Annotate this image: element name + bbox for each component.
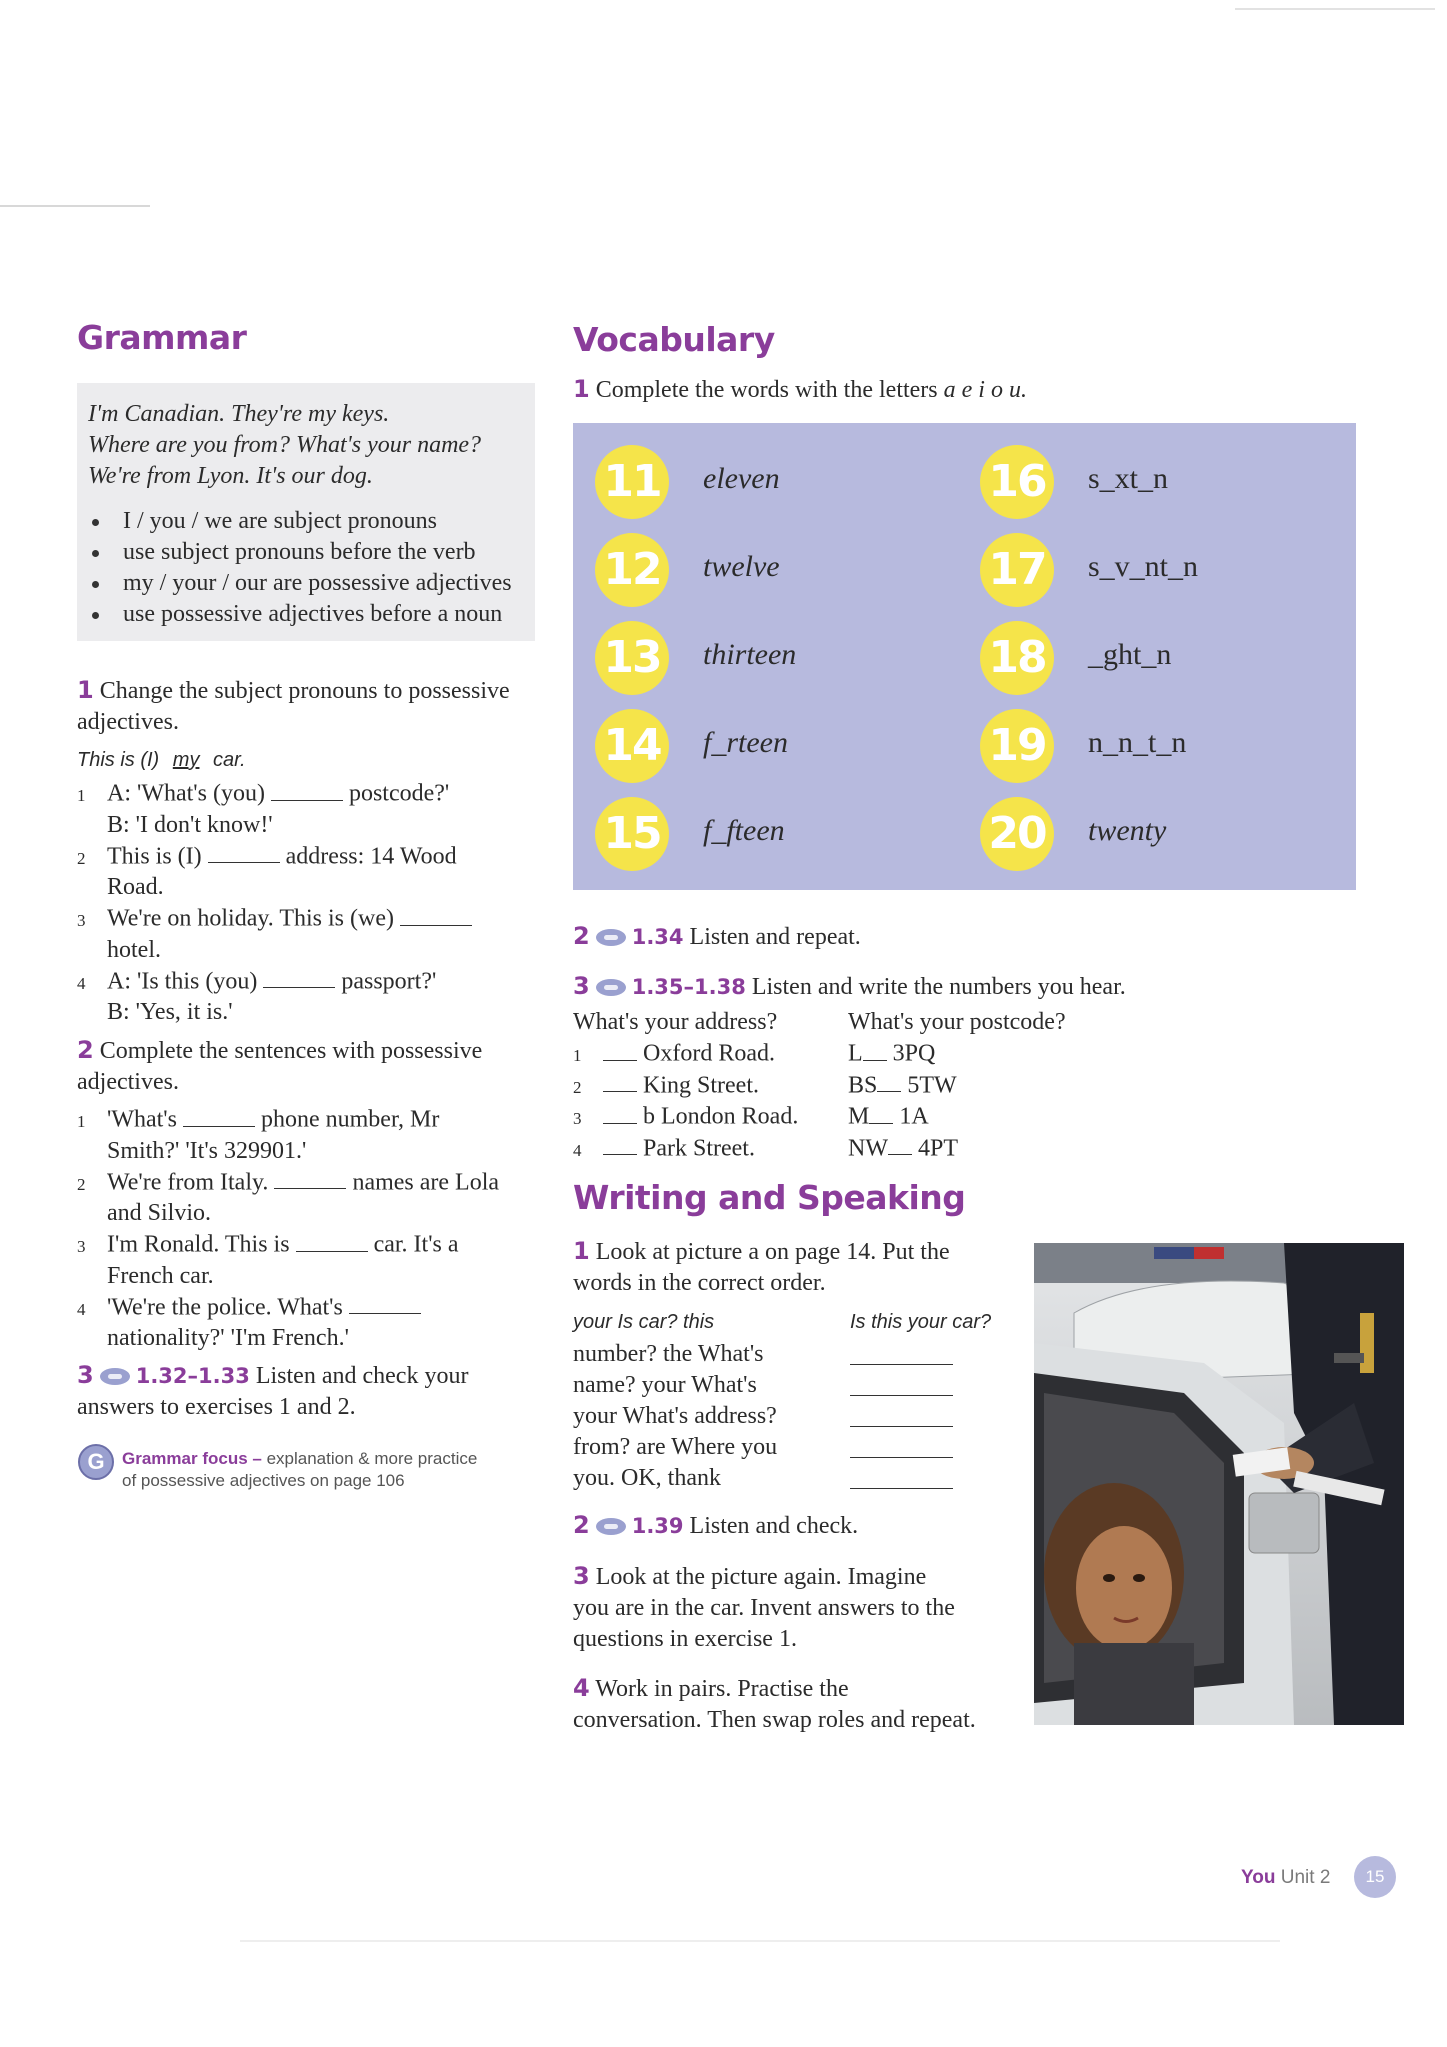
number-word: f_rteen	[703, 726, 788, 759]
number-word: s_v_nt_n	[1088, 550, 1199, 583]
postcode-part: BS	[848, 1072, 878, 1099]
postcode-part: 1A	[899, 1103, 929, 1130]
number-label: 14	[603, 720, 661, 771]
answer-blank[interactable]	[296, 1229, 368, 1252]
number-circle	[595, 533, 669, 607]
exercise-instruction: Work in pairs. Practise the	[595, 1676, 849, 1702]
list-item	[77, 1104, 547, 1167]
item-text: We're on holiday. This is (we)	[107, 905, 394, 932]
item-text: 'We're the police. What's	[107, 1294, 343, 1321]
item-text: Smith?' 'It's 329901.'	[107, 1137, 307, 1164]
number-circle	[595, 445, 669, 519]
grammar-heading: Grammar	[77, 318, 247, 357]
item-text: 'What's	[107, 1106, 177, 1133]
exercise-instruction: Listen and check your	[255, 1363, 469, 1389]
postcode-part: 3PQ	[892, 1040, 936, 1067]
grammar-rule: I / you / we are subject pronouns	[77, 506, 535, 537]
exercise-instruction: questions in exercise 1.	[573, 1626, 797, 1652]
grammar-rule: use possessive adjectives before a noun	[77, 599, 535, 630]
exercise-number: 2	[573, 1511, 590, 1539]
number-word: f_fteen	[703, 814, 785, 847]
list-item	[77, 841, 537, 904]
number-circle	[980, 709, 1054, 783]
exercise-instruction: Listen and write the numbers you hear.	[751, 974, 1126, 1000]
item-number: 1	[573, 1046, 582, 1065]
grammar-ex1-list	[77, 778, 537, 1028]
exercise-number: 3	[77, 1361, 94, 1389]
answer-blank[interactable]	[863, 1038, 887, 1061]
exercise-number: 2	[573, 922, 590, 950]
list-item	[77, 1292, 547, 1355]
exercise-instruction: Change the subject pronouns to possessive adjectives.	[77, 678, 510, 735]
numbers-box	[573, 423, 1356, 890]
number-label: 20	[988, 808, 1046, 859]
grammar-ex1	[77, 675, 537, 738]
postcode-item	[848, 1070, 958, 1102]
grammar-ex2	[77, 1035, 547, 1098]
page-number: 15	[1365, 1867, 1385, 1886]
postcode-part: 4PT	[917, 1135, 958, 1162]
number-word: s_xt_n	[1088, 462, 1169, 495]
item-text: car. It's a	[373, 1231, 459, 1258]
scan-line-top-right	[1235, 8, 1435, 10]
answer-blank[interactable]	[274, 1167, 346, 1190]
item-text: nationality?' 'I'm French.'	[107, 1325, 349, 1352]
item-number: 2	[77, 1174, 86, 1194]
postcode-item	[848, 1101, 958, 1133]
grammar-ex1-example	[77, 749, 246, 772]
answer-blank[interactable]	[850, 1395, 953, 1396]
number-word: eleven	[703, 462, 780, 495]
grammar-focus	[122, 1448, 542, 1492]
audio-icon[interactable]	[596, 1518, 626, 1535]
item-text: postcode?'	[348, 780, 450, 807]
exercise-number: 2	[77, 1036, 94, 1064]
number-word: thirteen	[703, 638, 797, 671]
answer-blank[interactable]	[400, 903, 472, 926]
vocabulary-heading: Vocabulary	[573, 320, 775, 359]
number-circle	[595, 709, 669, 783]
police-photo-illustration	[1034, 1243, 1404, 1725]
footer-unit-label: Unit 2	[1280, 1867, 1331, 1888]
item-text: This is (I)	[107, 843, 202, 870]
audio-icon[interactable]	[596, 929, 626, 946]
list-item	[77, 1167, 547, 1230]
number-word: twenty	[1088, 814, 1167, 847]
exercise-number: 1	[77, 676, 94, 704]
scan-line-top	[0, 205, 150, 207]
item-number: 4	[77, 973, 86, 993]
scrambled-item: number? the What's	[573, 1341, 764, 1367]
example-answer: my	[172, 749, 200, 771]
list-item	[77, 1229, 547, 1292]
item-text: Oxford Road.	[643, 1040, 775, 1067]
scrambled-example: your Is car? this	[573, 1311, 715, 1333]
number-label: 11	[603, 456, 661, 507]
number-label: 12	[603, 544, 661, 595]
postcode-part: L	[848, 1040, 863, 1067]
grammar-rule: my / your / our are possessive adjectives	[77, 568, 535, 599]
number-label: 19	[988, 720, 1046, 771]
answer-blank[interactable]	[263, 966, 335, 989]
exercise-instruction: Look at picture a on page 14. Put the	[595, 1239, 950, 1265]
item-number: 2	[77, 848, 86, 868]
writing-ex4	[573, 1673, 1033, 1736]
answer-blank[interactable]	[850, 1364, 953, 1365]
number-circle	[980, 797, 1054, 871]
item-number: 3	[77, 911, 86, 931]
item-text: We're from Italy.	[107, 1169, 269, 1196]
postcode-item	[848, 1038, 958, 1070]
number-label: 16	[988, 456, 1046, 507]
item-number: 3	[573, 1109, 582, 1129]
answer-blank[interactable]	[603, 1070, 637, 1093]
item-text: A: 'Is this (you)	[107, 968, 258, 995]
number-circle	[980, 533, 1054, 607]
grammar-examples	[88, 399, 481, 492]
item-text: b London Road.	[643, 1103, 799, 1130]
example-text: This is (I)	[77, 749, 160, 771]
item-text: Road.	[107, 874, 164, 901]
item-number: 4	[77, 1299, 86, 1319]
exercise-number: 3	[573, 1562, 590, 1590]
number-circle	[595, 621, 669, 695]
example-text: car.	[213, 749, 246, 771]
postcode-part: M	[848, 1103, 870, 1130]
answer-blank[interactable]	[603, 1133, 637, 1156]
postcode-part: 5TW	[907, 1072, 957, 1099]
list-item	[573, 1070, 843, 1102]
answer-blank[interactable]	[208, 841, 280, 864]
grammar-example: Where are you from? What's your name?	[88, 432, 482, 458]
audio-icon[interactable]	[596, 979, 626, 996]
exercise-letters: a e i o u.	[943, 377, 1027, 403]
police-photo	[1034, 1243, 1404, 1725]
exercise-instruction: you are in the car. Invent answers to the	[573, 1595, 955, 1621]
answer-blank[interactable]	[603, 1038, 637, 1061]
answer-blank[interactable]	[869, 1101, 893, 1124]
address-list	[573, 1038, 843, 1164]
grammar-ex3	[77, 1360, 547, 1423]
example-answer: Is this your car?	[850, 1311, 992, 1333]
answer-blank[interactable]	[271, 778, 343, 801]
item-text: B: 'Yes, it is.'	[107, 999, 233, 1026]
item-number: 1	[77, 786, 86, 805]
postcode-list	[848, 1038, 958, 1164]
item-text: I'm Ronald. This is	[107, 1231, 290, 1258]
postcode-col-header: What's your postcode?	[848, 1009, 1066, 1035]
list-item	[573, 1101, 843, 1133]
audio-icon[interactable]	[100, 1368, 130, 1385]
answer-blank[interactable]	[877, 1070, 901, 1093]
number-circle	[980, 621, 1054, 695]
writing-ex3	[573, 1561, 1033, 1655]
writing-ex2	[573, 1510, 858, 1542]
exercise-instruction: Complete the words with the letters	[595, 377, 938, 403]
answer-blank[interactable]	[183, 1104, 255, 1127]
number-word: n_n_t_n	[1088, 726, 1187, 759]
answer-blank[interactable]	[603, 1101, 637, 1124]
grammar-focus-text: explanation & more practice	[266, 1449, 478, 1468]
number-word: twelve	[703, 550, 780, 583]
vocab-ex3	[573, 971, 1126, 1003]
footer-unit	[1241, 1867, 1330, 1889]
item-text: A: 'What's (you)	[107, 780, 265, 807]
exercise-instruction: Complete the sentences with possessive adjectives.	[77, 1038, 483, 1095]
grammar-rule: use subject pronouns before the verb	[77, 537, 535, 568]
item-number: 3	[77, 1237, 86, 1257]
exercise-number: 4	[573, 1674, 590, 1702]
exercise-instruction: words in the correct order.	[573, 1270, 826, 1296]
list-item	[77, 966, 537, 1029]
list-item	[77, 903, 537, 966]
writing-heading: Writing and Speaking	[573, 1178, 966, 1217]
number-circle	[980, 445, 1054, 519]
postcode-item	[848, 1133, 958, 1165]
item-number: 2	[573, 1077, 582, 1097]
number-word: _ght_n	[1088, 638, 1172, 671]
list-item	[77, 778, 537, 841]
address-col-header: What's your address?	[573, 1009, 778, 1035]
track-number: 1.35–1.38	[631, 975, 746, 999]
grammar-example: I'm Canadian. They're my keys.	[88, 401, 390, 427]
page-number-circle	[1354, 1856, 1396, 1898]
track-number: 1.32–1.33	[135, 1364, 250, 1388]
vocab-ex1	[573, 374, 1027, 406]
grammar-focus-text: of possessive adjectives on page 106	[122, 1471, 405, 1490]
item-text: French car.	[107, 1262, 214, 1289]
item-text: hotel.	[107, 936, 161, 963]
scrambled-item: you. OK, thank	[573, 1465, 721, 1491]
grammar-focus-title: Grammar focus –	[122, 1449, 262, 1468]
exercise-number: 1	[573, 1237, 590, 1265]
exercise-instruction: conversation. Then swap roles and repeat.	[573, 1707, 976, 1733]
exercise-instruction: Listen and check.	[689, 1513, 859, 1539]
track-number: 1.39	[631, 1514, 684, 1538]
scrambled-item: your What's address?	[573, 1403, 777, 1429]
scan-line-bottom	[240, 1940, 1280, 1942]
answer-blank[interactable]	[888, 1133, 912, 1156]
number-label: 15	[603, 808, 661, 859]
item-text: names are Lola	[352, 1169, 500, 1196]
exercise-instruction: Listen and repeat.	[689, 924, 861, 950]
item-number: 1	[77, 1112, 86, 1131]
list-item	[573, 1038, 843, 1070]
number-label: 18	[988, 632, 1046, 683]
grammar-ex2-list	[77, 1104, 547, 1354]
number-label: 17	[988, 544, 1046, 595]
exercise-number: 1	[573, 375, 590, 403]
footer-you: You	[1241, 1867, 1276, 1888]
item-number: 4	[573, 1140, 582, 1160]
item-text: address: 14 Wood	[285, 843, 457, 870]
number-label: 13	[603, 632, 661, 683]
scrambled-item: name? your What's	[573, 1372, 757, 1398]
scrambled-list	[573, 1339, 777, 1494]
vocab-ex2	[573, 921, 861, 953]
item-text: and Silvio.	[107, 1200, 212, 1227]
answer-blank[interactable]	[850, 1457, 953, 1458]
item-text: King Street.	[643, 1072, 759, 1099]
answer-blank[interactable]	[850, 1426, 953, 1427]
track-number: 1.34	[631, 925, 684, 949]
exercise-instruction: Look at the picture again. Imagine	[595, 1564, 927, 1590]
grammar-rules	[77, 506, 535, 630]
grammar-focus-icon	[78, 1444, 114, 1480]
grammar-example: We're from Lyon. It's our dog.	[88, 463, 373, 489]
postcode-part: NW	[848, 1135, 888, 1162]
number-circle	[595, 797, 669, 871]
item-text: passport?'	[341, 968, 437, 995]
list-item	[573, 1133, 843, 1165]
writing-ex1	[573, 1236, 1013, 1299]
item-text: phone number, Mr	[260, 1106, 440, 1133]
item-text: Park Street.	[643, 1135, 755, 1162]
item-text: B: 'I don't know!'	[107, 811, 273, 838]
exercise-instruction: answers to exercises 1 and 2.	[77, 1394, 356, 1420]
answer-blank[interactable]	[349, 1292, 421, 1315]
scrambled-item: from? are Where you	[573, 1434, 778, 1460]
exercise-number: 3	[573, 972, 590, 1000]
grammar-focus-letter: G	[87, 1449, 105, 1474]
answer-blank[interactable]	[850, 1488, 953, 1489]
